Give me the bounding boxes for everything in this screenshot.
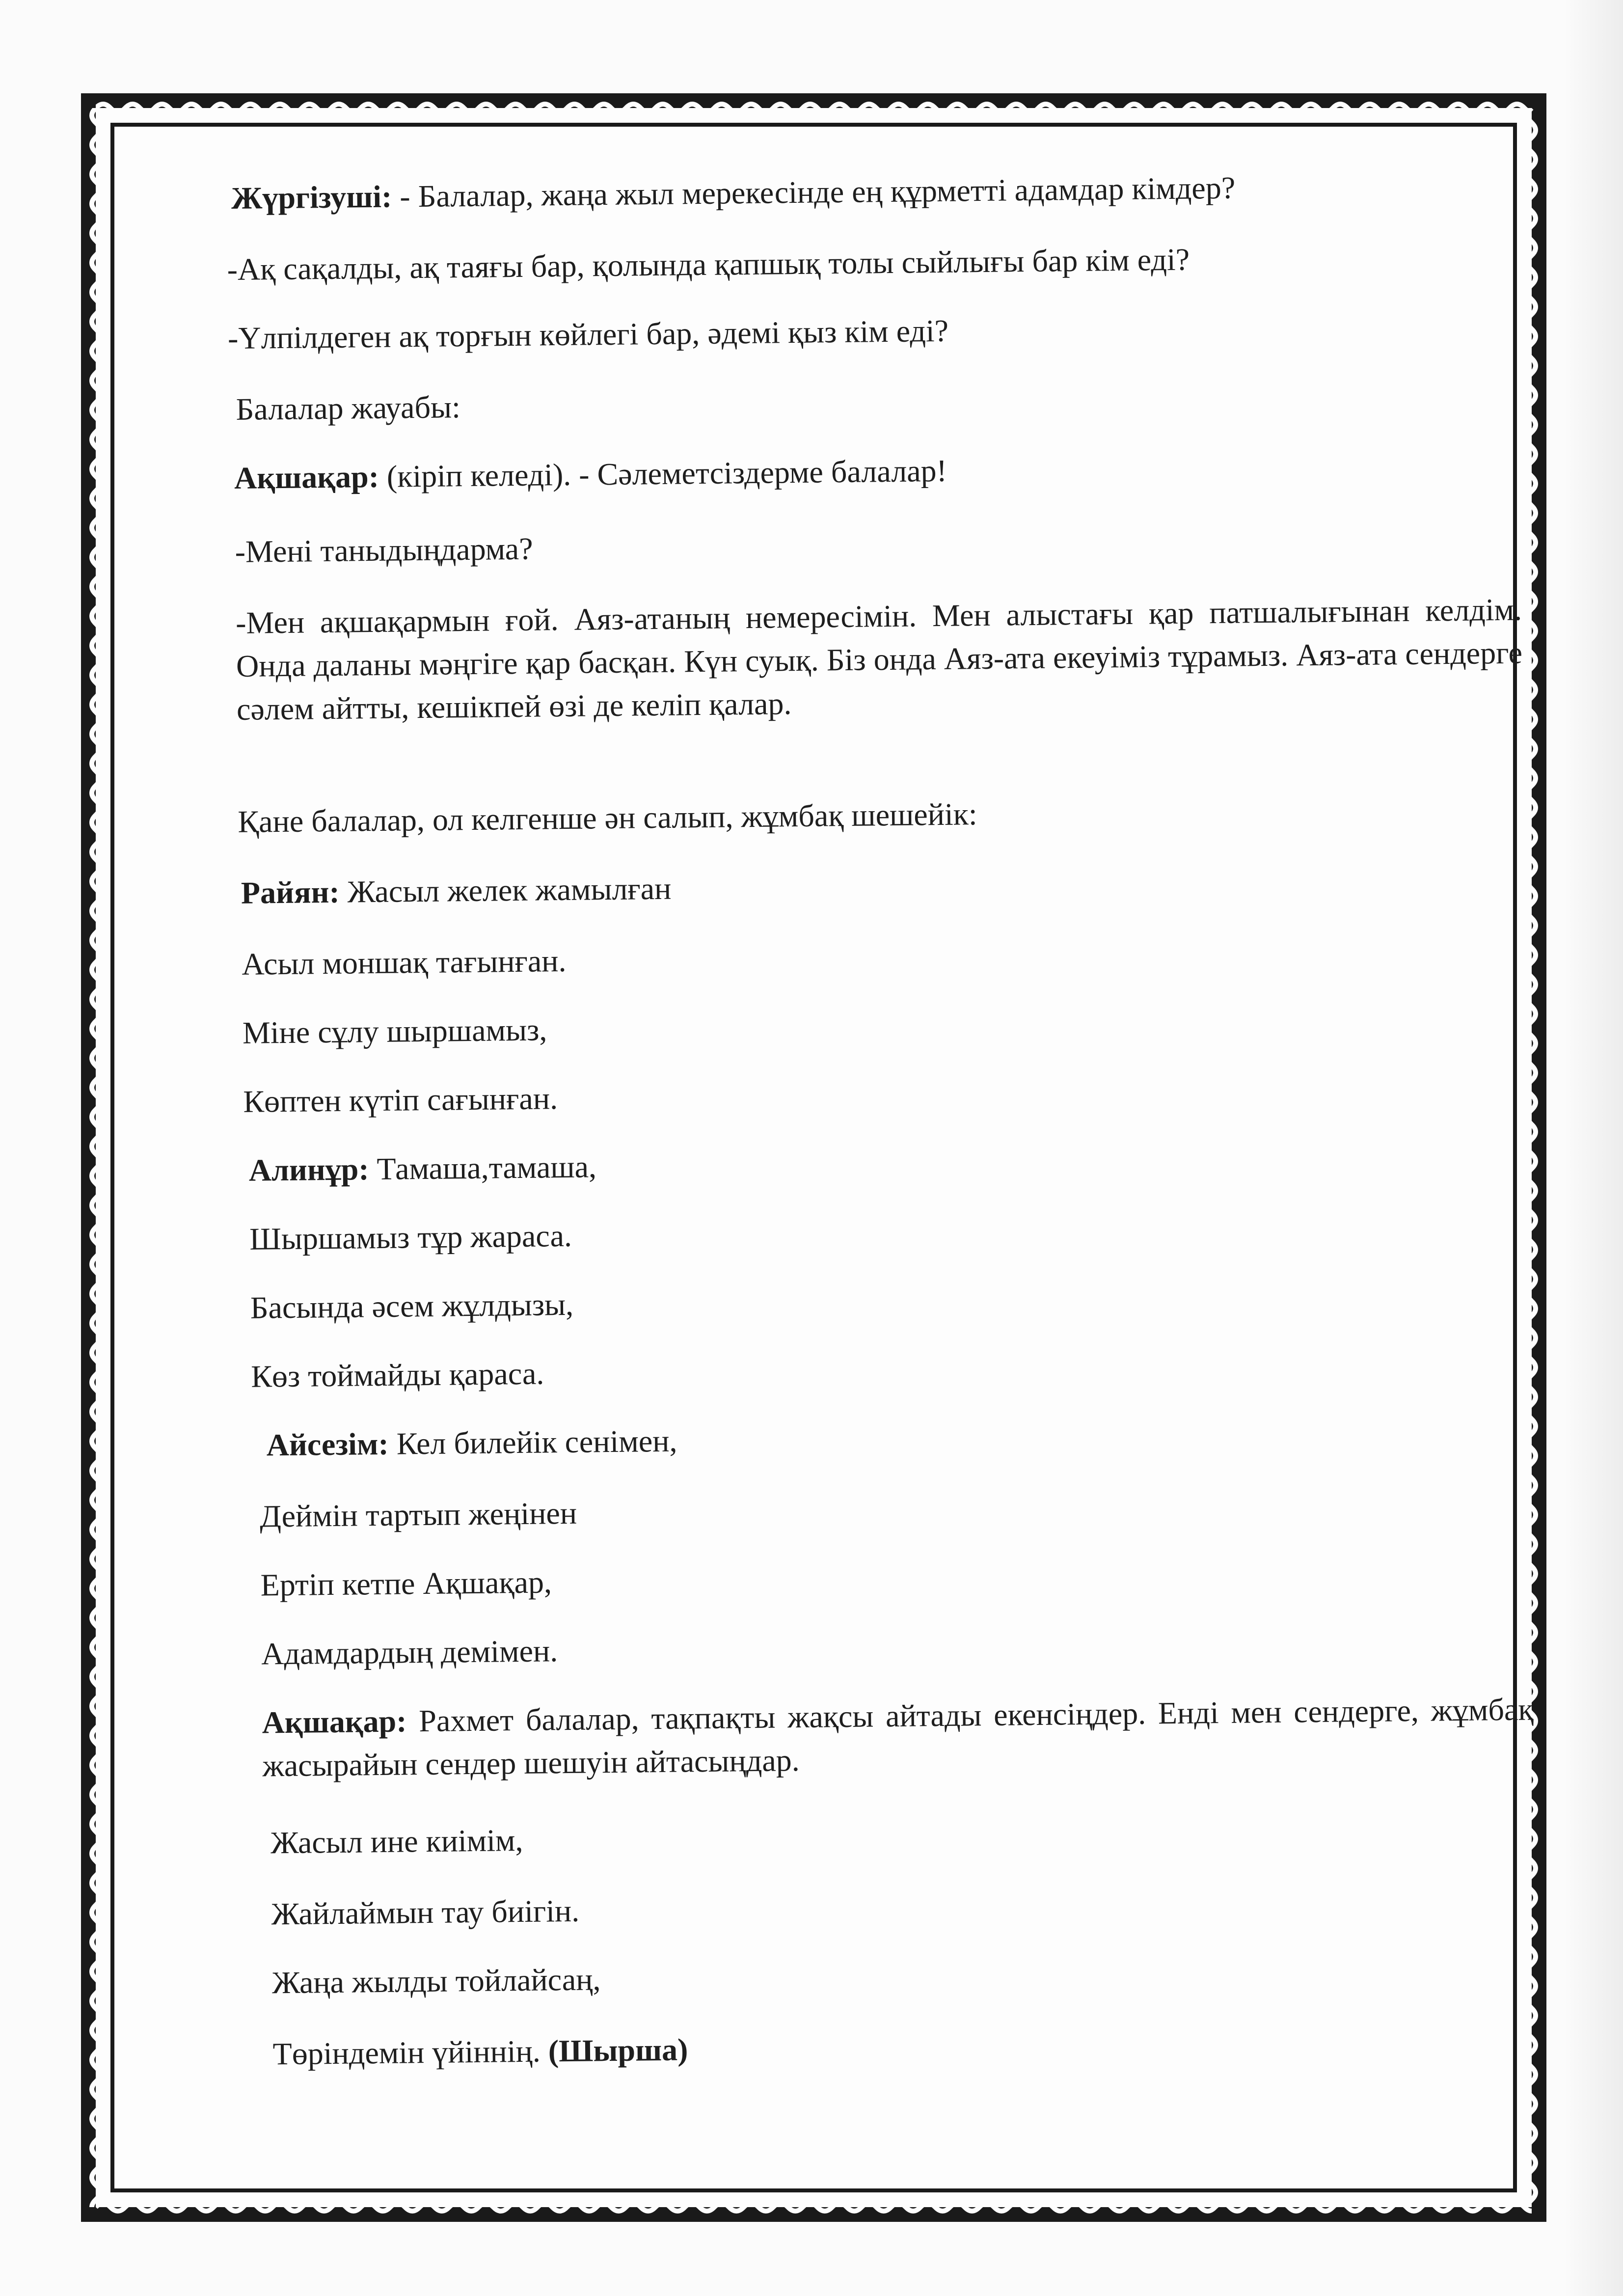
line-question-santa: -Ақ сақалды, ақ таяғы бар, қолында қапшық толы сыйлығы бар кім еді? [227, 242, 1190, 287]
line-akshakar-greeting [234, 449, 947, 500]
line-lets-sing: Қане балалар, ол келгенше ән салып, жұмбақ шешейік: [238, 796, 977, 839]
riddle-line: Жайлаймын тау биігін. [271, 1893, 580, 1932]
line-text: Кел билейік сенімен, [388, 1423, 677, 1461]
paragraph-akshakar-riddle [262, 1688, 1534, 1787]
poem-line: Асыл моншақ тағынған. [242, 943, 567, 982]
speaker-name: Ақшақар: [234, 459, 379, 495]
line-rayan [241, 867, 671, 915]
poem-line: Деймін тартып жеңінен [259, 1495, 577, 1534]
wavy-border-right [1517, 108, 1546, 2207]
line-question-snowmaiden: -Үлпілдеген ақ торғын көйлегі бар, әдемі қыз кім еді? [227, 313, 949, 356]
line-text: - Балалар, жаңа жыл мерекесінде ең құрметті адамдар кімдер? [391, 170, 1236, 214]
line-text: Жасыл желек жамылған [339, 871, 672, 909]
speaker-name: Райян: [241, 874, 340, 910]
speaker-name: Айсезім: [266, 1426, 389, 1463]
line-aisezim [266, 1420, 677, 1467]
poem-line: Адамдардың демімен. [261, 1633, 558, 1671]
speaker-name: Ақшақар: [262, 1703, 407, 1740]
poem-line: Міне сұлу шыршамыз, [242, 1012, 547, 1050]
poem-line: Ертіп кетпе Ақшақар, [260, 1564, 552, 1603]
poem-line: Шыршамыз тұр жараса. [249, 1218, 572, 1257]
poem-line: Басында әсем жұлдызы, [250, 1286, 574, 1325]
poem-line: Көптен күтіп сағынған. [243, 1081, 558, 1119]
line-alinur [248, 1145, 596, 1192]
riddle-answer: (Шырша) [548, 2032, 688, 2069]
riddle-line: Жасыл ине киімім, [270, 1822, 523, 1860]
wavy-border-top [96, 93, 1532, 123]
line-text: Рахмет балалар, тақпақты жақсы айтады екенсіңдер. Енді мен сендерге, жұмбақ жасырайын сендер шешуін айтасыңдар. [262, 1692, 1534, 1783]
speaker-name: Жүргізуші: [231, 179, 392, 216]
line-text: Төріндемін үйіннің. [272, 2033, 549, 2072]
line-children-answer: Балалар жауабы: [236, 389, 461, 427]
riddle-line: Жаңа жылды тойлайсаң, [271, 1962, 601, 2000]
speaker-name: Алинұр: [248, 1151, 369, 1188]
paragraph-akshakar-intro: -Мен ақшақармын ғой. Аяз-атаның немересімін. Мен алыстағы қар патшалығынан келдім. Онда даланы мәңгіге қар басқан. Күн суық. Біз онда Аяз-ата екеуіміз тұрамыз. Аяз-ата сендерге сәлем айтты, кешікпей өзі де келіп қалар. [235, 592, 1523, 727]
wavy-border-bottom [96, 2192, 1532, 2222]
line-recognize-me: -Мені таныдыңдарма? [235, 531, 533, 569]
riddle-line-with-answer [272, 2028, 688, 2076]
poem-line: Көз тоймайды қараса. [250, 1356, 544, 1394]
scan-edge-shadow [1564, 0, 1623, 2296]
wavy-border-left [81, 108, 110, 2207]
line-text: Тамаша,тамаша, [369, 1149, 597, 1187]
line-text: (кіріп келеді). - Сәлеметсіздерме балалар! [379, 453, 947, 494]
